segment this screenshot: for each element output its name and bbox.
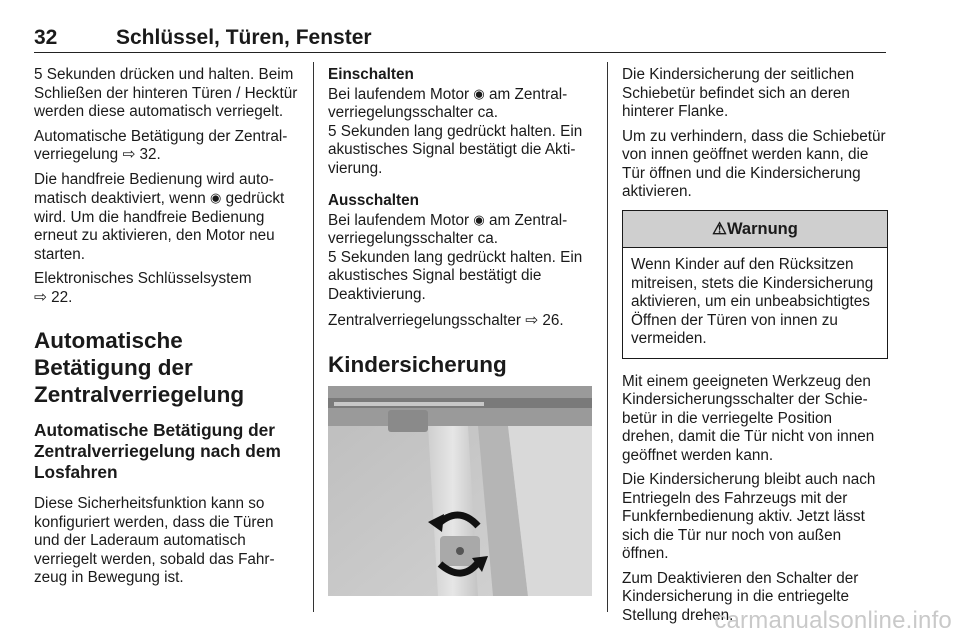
paragraph: Zentralverriegelungsschalter ⇨ 26. <box>328 312 564 329</box>
column-left <box>34 66 298 594</box>
deactivate-block: Ausschalten Bei laufendem Motor ◉ am Zentralverriegelungsschalter ca. 5 Sekunden lang gedrückt halten. Ein akustisches Signal bestätigt die Deaktivierung. <box>328 192 592 304</box>
warning-body: Wenn Kinder auf den Rücksitzen mitreisen, stets die Kindersicherung aktivieren, um ein unbeabsichtigtes Öffnen der Türen von innen zu vermeiden. <box>631 256 874 347</box>
deactivate-label: Ausschalten <box>328 192 419 209</box>
paragraph: Mit einem geeigneten Werkzeug den Kindersicherungsschalter der Schiebetür in die verriegelte Position drehen, damit die Tür nicht von innen geöffnet werden kann. <box>622 372 875 464</box>
page-ref-arrow-icon[interactable]: ⇨ <box>122 146 136 163</box>
key-fob-icon: ◉ <box>473 85 485 101</box>
subsection-heading: Automatische Betätigung der Zentralverriegelung nach dem Losfahren <box>34 420 281 482</box>
activate-block: Einschalten Bei laufendem Motor ◉ am Zentralverriegelungsschalter ca. 5 Sekunden lang gedrückt halten. Ein akustisches Signal bestätigt die Aktivierung. <box>328 66 592 178</box>
paragraph: Die Kindersicherung der seitlichen Schiebetür befindet sich an deren hinterer Flanke. <box>622 66 855 120</box>
warning-box <box>622 210 888 359</box>
child-lock-photo <box>328 386 592 596</box>
key-fob-icon: ◉ <box>473 211 485 227</box>
paragraph: Die Kindersicherung bleibt auch nach Entriegeln des Fahrzeugs mit der Funkfernbedienung aktiv. Jetzt lässt sich die Tür nur noch von außen öffnen. <box>622 471 876 562</box>
warning-icon: ⚠ <box>712 219 727 238</box>
page-title: Schlüssel, Türen, Fenster <box>116 26 372 49</box>
paragraph: Zum Deaktivieren den Schalter der Kindersicherung in die entriegelte Stellung drehen. <box>622 569 859 624</box>
activate-label: Einschalten <box>328 66 414 83</box>
page-ref-link[interactable]: 22. <box>51 288 73 306</box>
column-right <box>622 66 888 631</box>
page-header <box>34 26 886 53</box>
page-ref-link[interactable]: 32. <box>139 146 161 163</box>
section-heading: Automatische Betätigung der Zentralverriegelung <box>34 328 245 407</box>
paragraph: Diese Sicherheitsfunktion kann so konfiguriert werden, dass die Türen und der Laderaum automatisch verriegelt werden, sobald das Fahrzeug in Bewegung ist. <box>34 495 275 586</box>
column-middle <box>328 66 592 596</box>
warning-title: Warnung <box>726 219 798 238</box>
paragraph: 5 Sekunden drücken und halten. Beim Schließen der hinteren Türen / Hecktür werden diese automatisch verriegelt. <box>34 66 298 120</box>
page-ref-arrow-icon[interactable]: ⇨ <box>34 288 47 306</box>
column-divider <box>607 62 608 612</box>
warning-header <box>623 211 887 249</box>
section-heading: Kindersicherung <box>328 351 507 377</box>
page-ref-link[interactable]: 26. <box>542 312 564 329</box>
paragraph: Um zu verhindern, dass die Schiebetür von innen geöffnet werden kann, die Tür öffnen und die Kindersicherung aktivieren. <box>622 127 886 200</box>
paragraph: Die handfreie Bedienung wird automatisch deaktiviert, wenn ◉ gedrückt wird. Um die handfreie Bedienung erneut zu aktivieren, den Motor neu starten. <box>34 170 285 263</box>
watermark: carmanualsonline.info <box>714 607 952 634</box>
paragraph: Elektronisches Schlüsselsystem ⇨ 22. <box>34 270 252 306</box>
key-fob-icon: ◉ <box>210 190 222 205</box>
paragraph: Automatische Betätigung der Zentralverriegelung ⇨ 32. <box>34 127 288 163</box>
column-divider <box>313 62 314 612</box>
page-ref-arrow-icon[interactable]: ⇨ <box>525 312 539 329</box>
page-number: 32 <box>34 26 58 49</box>
